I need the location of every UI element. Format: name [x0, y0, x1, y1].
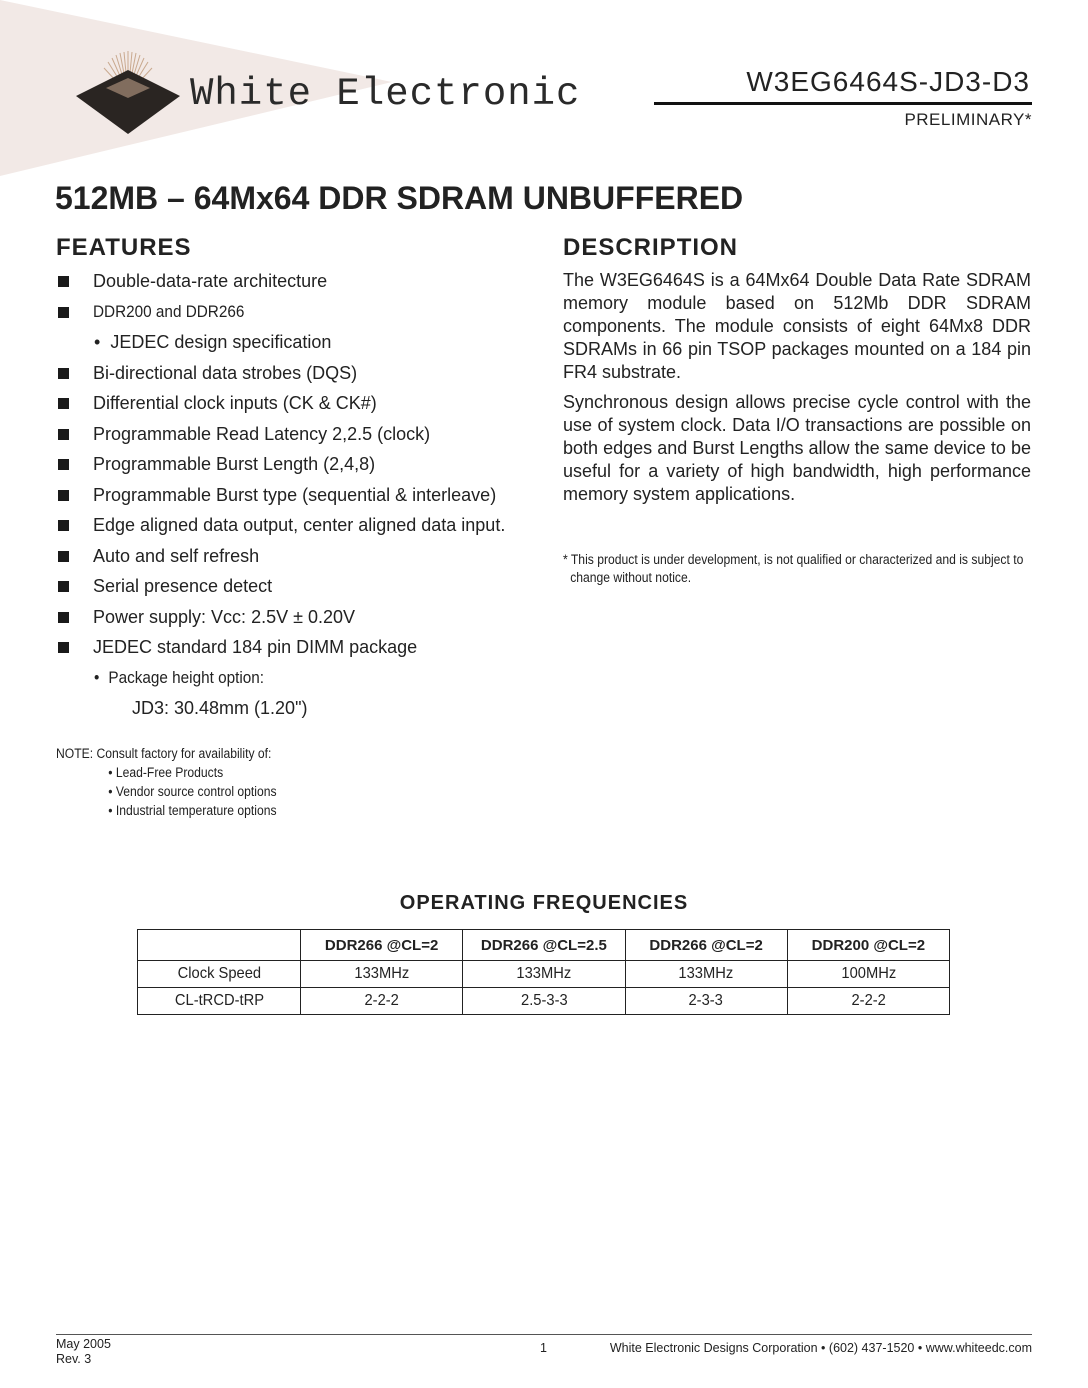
- note-lead: NOTE: Consult factory for availability of:: [56, 746, 272, 761]
- bullet-square-icon: [58, 368, 69, 379]
- list-item: Programmable Burst Length (2,4,8): [56, 449, 536, 480]
- bullet-square-icon: [58, 642, 69, 653]
- column-header: DDR266 @CL=2: [301, 930, 463, 961]
- table-cell: 100MHz: [787, 961, 949, 988]
- disclaimer: [563, 551, 1033, 587]
- features-list: [56, 266, 536, 724]
- bullet-square-icon: [58, 581, 69, 592]
- features-heading: FEATURES: [56, 234, 192, 261]
- list-item: Auto and self refresh: [56, 541, 536, 572]
- bullet-square-icon: [58, 551, 69, 562]
- company-info: White Electronic Designs Corporation • (602) 437-1520 • www.whiteedc.com: [609, 1341, 1032, 1355]
- note-bullet: • Lead-Free Products: [108, 765, 224, 780]
- footer-date: [56, 1337, 111, 1367]
- table-row: [138, 988, 950, 1015]
- list-item: DDR200 and DDR266: [56, 297, 536, 328]
- page-title: 512MB – 64Mx64 DDR SDRAM UNBUFFERED: [55, 180, 744, 216]
- table-cell: 133MHz: [625, 961, 787, 988]
- list-item: Double-data-rate architecture: [56, 266, 536, 297]
- date-label: May 2005: [56, 1337, 111, 1351]
- list-item: JD3: 30.48mm (1.20"): [132, 698, 308, 718]
- column-header: DDR266 @CL=2.5: [463, 930, 625, 961]
- column-header: DDR266 @CL=2: [625, 930, 787, 961]
- list-item: Programmable Burst type (sequential & interleave): [56, 480, 536, 511]
- bullet-square-icon: [58, 612, 69, 623]
- list-item: Power supply: Vcc: 2.5V ± 0.20V: [56, 602, 536, 633]
- column-header: DDR200 @CL=2: [787, 930, 949, 961]
- list-item: • Package height option:: [56, 663, 536, 694]
- description-paragraph: The W3EG6464S is a 64Mx64 Double Data Rate SDRAM memory module based on 512Mb DDR SDRAM components. The module consists of eight 64Mx8 DDR SDRAMs in 66 pin TSOP packages mounted on a 184 pin FR4 substrate.: [563, 270, 1031, 382]
- table-cell: CL-tRCD-tRP: [138, 988, 301, 1015]
- availability-note: [56, 744, 301, 820]
- frequencies-title: OPERATING FREQUENCIES: [399, 892, 689, 914]
- table-cell: 133MHz: [301, 961, 463, 988]
- list-item: Edge aligned data output, center aligned data input.: [56, 510, 536, 541]
- status-label: PRELIMINARY*: [904, 110, 1032, 129]
- note-bullet: • Vendor source control options: [108, 784, 277, 799]
- disclaimer-line: * This product is under development, is not qualified or characterized and is subject to: [563, 552, 1024, 567]
- description-body: [563, 269, 1031, 513]
- page-number: 1: [540, 1341, 547, 1355]
- bullet-square-icon: [58, 276, 69, 287]
- table-cell: 2-2-2: [301, 988, 463, 1015]
- bullet-square-icon: [58, 490, 69, 501]
- logo-diamond-icon: [74, 50, 182, 136]
- table-cell: 2-3-3: [625, 988, 787, 1015]
- list-item: Bi-directional data strobes (DQS): [56, 358, 536, 389]
- description-heading: DESCRIPTION: [563, 234, 739, 261]
- list-item: Differential clock inputs (CK & CK#): [56, 388, 536, 419]
- list-item: • JEDEC design specification: [56, 327, 536, 358]
- brand-name: White Electronic: [190, 72, 581, 116]
- part-number: W3EG6464S-JD3-D3: [746, 66, 1030, 97]
- bullet-square-icon: [58, 398, 69, 409]
- table-cell: 133MHz: [463, 961, 625, 988]
- table-cell: 2.5-3-3: [463, 988, 625, 1015]
- header-rule: [654, 102, 1032, 105]
- column-header: [138, 930, 301, 961]
- table-row: [138, 961, 950, 988]
- list-item: JEDEC standard 184 pin DIMM package: [56, 632, 536, 663]
- note-bullet: • Industrial temperature options: [108, 803, 277, 818]
- footer-rule: [56, 1334, 1032, 1335]
- list-item: Serial presence detect: [56, 571, 536, 602]
- table-cell: 2-2-2: [787, 988, 949, 1015]
- bullet-square-icon: [58, 307, 69, 318]
- bullet-square-icon: [58, 520, 69, 531]
- table-cell: Clock Speed: [138, 961, 301, 988]
- bullet-square-icon: [58, 459, 69, 470]
- disclaimer-line: change without notice.: [570, 570, 692, 585]
- list-item: Programmable Read Latency 2,2.5 (clock): [56, 419, 536, 450]
- revision-label: Rev. 3: [56, 1352, 92, 1366]
- description-paragraph: Synchronous design allows precise cycle control with the use of system clock. Data I/O transactions are possible on both edges and Burst Lengths allow the same device to be useful for a variety of high bandwidth, high performance memory system applications.: [563, 392, 1031, 504]
- bullet-square-icon: [58, 429, 69, 440]
- frequencies-table: [137, 929, 950, 1015]
- table-header-row: [138, 930, 950, 961]
